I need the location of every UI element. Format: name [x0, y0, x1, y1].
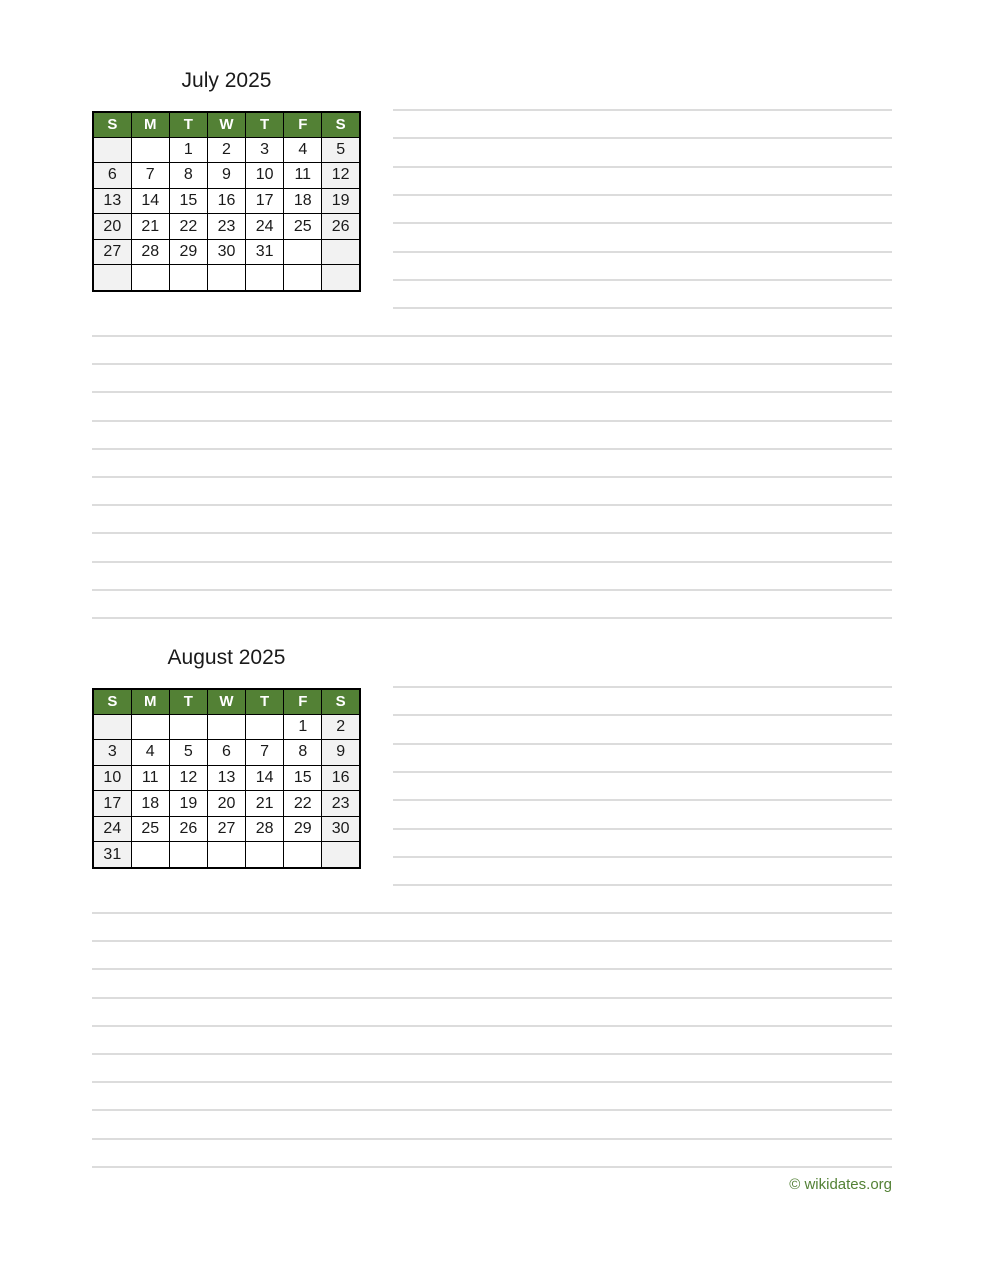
day-header-cell: F: [284, 112, 322, 137]
empty-cell: [246, 842, 284, 868]
week-row: [93, 163, 360, 189]
day-header-cell: M: [131, 689, 169, 714]
date-cell: 23: [322, 791, 360, 817]
note-line: [92, 997, 892, 999]
note-line: [92, 391, 892, 393]
date-cell: 25: [131, 816, 169, 842]
date-cell: 30: [322, 816, 360, 842]
note-line: [393, 856, 892, 858]
note-line: [92, 448, 892, 450]
empty-cell: [322, 265, 360, 291]
week-row: [93, 842, 360, 868]
note-line: [393, 194, 892, 196]
date-cell: 5: [322, 137, 360, 163]
month-section-august: [92, 577, 892, 1154]
empty-cell: [131, 265, 169, 291]
day-header-cell: S: [322, 689, 360, 714]
date-cell: 12: [169, 765, 207, 791]
date-cell: 4: [131, 740, 169, 766]
note-line: [92, 420, 892, 422]
date-cell: 6: [207, 740, 245, 766]
date-cell: 22: [284, 791, 322, 817]
empty-cell: [93, 714, 131, 740]
note-line: [393, 743, 892, 745]
day-header-cell: T: [246, 112, 284, 137]
date-cell: 29: [169, 239, 207, 265]
note-line: [92, 1081, 892, 1083]
note-lines-beside-august: [393, 686, 892, 891]
date-cell: 25: [284, 214, 322, 240]
date-cell: 15: [284, 765, 322, 791]
date-cell: 6: [93, 163, 131, 189]
week-row: [93, 765, 360, 791]
empty-cell: [246, 714, 284, 740]
note-line: [393, 799, 892, 801]
day-header-cell: S: [322, 112, 360, 137]
date-cell: 19: [169, 791, 207, 817]
date-cell: 10: [246, 163, 284, 189]
date-cell: 2: [207, 137, 245, 163]
empty-cell: [284, 842, 322, 868]
note-line: [92, 940, 892, 942]
week-row: [93, 791, 360, 817]
calendar-table-august: [92, 688, 361, 869]
date-cell: 26: [169, 816, 207, 842]
note-line: [393, 686, 892, 688]
date-cell: 20: [93, 214, 131, 240]
date-cell: 8: [284, 740, 322, 766]
week-row: [93, 714, 360, 740]
date-cell: 1: [169, 137, 207, 163]
note-line: [393, 137, 892, 139]
date-cell: 21: [246, 791, 284, 817]
month-title: August 2025: [167, 646, 286, 669]
date-cell: 4: [284, 137, 322, 163]
date-cell: 30: [207, 239, 245, 265]
date-cell: 8: [169, 163, 207, 189]
calendar-table-july: [92, 111, 361, 292]
note-line: [92, 561, 892, 563]
footer-credit: © wikidates.org: [789, 1176, 892, 1193]
date-cell: 24: [246, 214, 284, 240]
note-line: [92, 912, 892, 914]
date-cell: 28: [131, 239, 169, 265]
note-line: [393, 251, 892, 253]
month-section-july: [92, 0, 892, 577]
note-line: [393, 714, 892, 716]
date-cell: 29: [284, 816, 322, 842]
date-cell: 15: [169, 188, 207, 214]
day-header-cell: M: [131, 112, 169, 137]
note-line: [92, 476, 892, 478]
date-cell: 17: [246, 188, 284, 214]
note-line: [92, 1138, 892, 1140]
date-cell: 12: [322, 163, 360, 189]
date-cell: 1: [284, 714, 322, 740]
empty-cell: [207, 842, 245, 868]
date-cell: 16: [207, 188, 245, 214]
empty-cell: [93, 137, 131, 163]
week-row: [93, 239, 360, 265]
date-cell: 2: [322, 714, 360, 740]
date-cell: 22: [169, 214, 207, 240]
date-cell: 17: [93, 791, 131, 817]
note-line: [92, 1053, 892, 1055]
date-cell: 14: [131, 188, 169, 214]
date-cell: 18: [131, 791, 169, 817]
date-cell: 27: [207, 816, 245, 842]
date-cell: 31: [246, 239, 284, 265]
date-cell: 31: [93, 842, 131, 868]
note-line: [393, 307, 892, 309]
note-line: [92, 968, 892, 970]
note-line: [92, 1025, 892, 1027]
date-cell: 9: [322, 740, 360, 766]
date-cell: 13: [93, 188, 131, 214]
date-cell: 3: [93, 740, 131, 766]
day-header-cell: T: [169, 112, 207, 137]
note-line: [92, 363, 892, 365]
date-cell: 13: [207, 765, 245, 791]
month-title: July 2025: [181, 69, 272, 92]
empty-cell: [93, 265, 131, 291]
note-line: [92, 335, 892, 337]
date-cell: 7: [131, 163, 169, 189]
date-cell: 27: [93, 239, 131, 265]
day-header-cell: F: [284, 689, 322, 714]
note-lines-beside-july: [393, 109, 892, 314]
empty-cell: [131, 842, 169, 868]
date-cell: 9: [207, 163, 245, 189]
empty-cell: [284, 265, 322, 291]
empty-cell: [284, 239, 322, 265]
note-line: [393, 279, 892, 281]
note-line: [92, 532, 892, 534]
empty-cell: [246, 265, 284, 291]
date-cell: 21: [131, 214, 169, 240]
day-header-cell: S: [93, 112, 131, 137]
date-cell: 10: [93, 765, 131, 791]
date-cell: 5: [169, 740, 207, 766]
week-row: [93, 214, 360, 240]
day-header-cell: W: [207, 112, 245, 137]
empty-cell: [322, 842, 360, 868]
date-cell: 3: [246, 137, 284, 163]
date-cell: 23: [207, 214, 245, 240]
date-cell: 20: [207, 791, 245, 817]
empty-cell: [207, 714, 245, 740]
note-line: [393, 166, 892, 168]
note-line: [92, 1109, 892, 1111]
date-cell: 28: [246, 816, 284, 842]
date-cell: 16: [322, 765, 360, 791]
note-line: [92, 1166, 892, 1168]
empty-cell: [131, 714, 169, 740]
note-line: [92, 504, 892, 506]
note-line: [393, 222, 892, 224]
date-cell: 14: [246, 765, 284, 791]
note-line: [393, 828, 892, 830]
week-row: [93, 137, 360, 163]
date-cell: 11: [131, 765, 169, 791]
day-header-cell: W: [207, 689, 245, 714]
date-cell: 19: [322, 188, 360, 214]
empty-cell: [169, 265, 207, 291]
week-row: [93, 740, 360, 766]
note-line: [393, 884, 892, 886]
empty-cell: [169, 842, 207, 868]
week-row: [93, 816, 360, 842]
week-row: [93, 188, 360, 214]
calendar-header-row: [93, 689, 360, 714]
empty-cell: [169, 714, 207, 740]
note-line: [393, 109, 892, 111]
calendar-header-row: [93, 112, 360, 137]
empty-cell: [131, 137, 169, 163]
empty-cell: [322, 239, 360, 265]
week-row: [93, 265, 360, 291]
date-cell: 24: [93, 816, 131, 842]
note-line: [393, 771, 892, 773]
date-cell: 18: [284, 188, 322, 214]
day-header-cell: T: [169, 689, 207, 714]
date-cell: 26: [322, 214, 360, 240]
empty-cell: [207, 265, 245, 291]
day-header-cell: S: [93, 689, 131, 714]
date-cell: 7: [246, 740, 284, 766]
date-cell: 11: [284, 163, 322, 189]
day-header-cell: T: [246, 689, 284, 714]
note-lines-below-august: [92, 912, 892, 1212]
